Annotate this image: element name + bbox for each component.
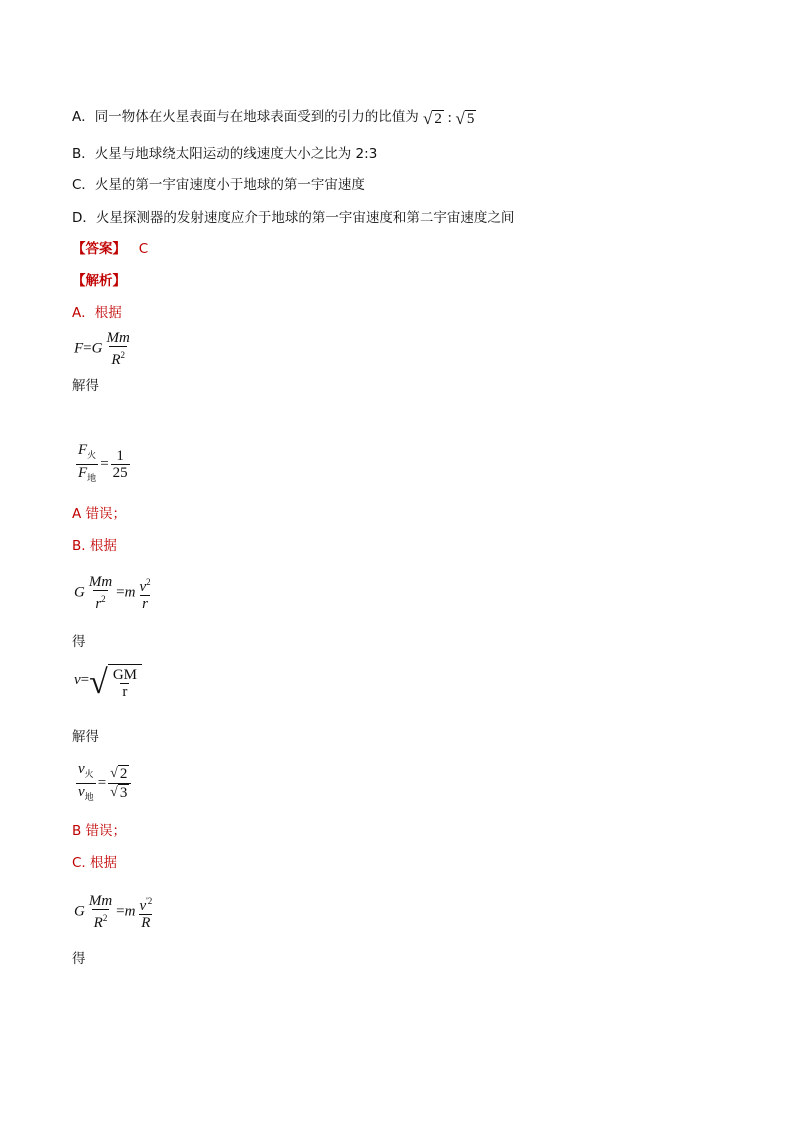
option-a-ratio	[423, 110, 476, 126]
analysis-b-intro: B. 根据	[72, 538, 117, 554]
formula-gravity: F=G $\frac{Mm}{R^2}$	[74, 330, 130, 368]
formula-first-cosmic: G $\frac{Mm}{R^2}$ =m $\frac{v^{'2}}{R}$	[74, 893, 153, 931]
formula-velocity-ratio: $\frac{v_火}{v_地}$ = √ 2 √ 3	[74, 761, 133, 806]
sqrt-2: √ 2	[423, 108, 442, 128]
formula-centripetal: G $\frac{Mm}{r^2}$ =m $\frac{v^2}{r}$	[74, 574, 151, 612]
formula-velocity: v= √ $\frac{GM}{r}$	[74, 664, 142, 702]
solve-2: 解得	[72, 729, 99, 745]
analysis-a-intro: A．根据	[72, 305, 122, 321]
a-wrong: A 错误；	[72, 506, 127, 522]
option-a	[72, 108, 476, 127]
analysis-c-intro: C. 根据	[72, 855, 118, 871]
formula-force-ratio: $\frac{F_火}{F_地}$ = $\frac{1}{25}$	[74, 442, 132, 487]
option-c: C．火星的第一宇宙速度小于地球的第一宇宙速度	[72, 177, 365, 193]
solve-1: 解得	[72, 378, 99, 394]
answer-line	[72, 240, 148, 258]
de-1: 得	[72, 634, 86, 650]
answer-label: 【答案】	[72, 241, 126, 257]
answer-value: C	[138, 241, 149, 257]
sqrt-5: √ 5	[455, 108, 475, 128]
option-b: B．火星与地球绕太阳运动的线速度大小之比为 2:3	[72, 146, 378, 162]
option-d: D．火星探测器的发射速度应介于地球的第一宇宙速度和第二宇宙速度之间	[72, 210, 515, 226]
b-wrong: B 错误；	[72, 823, 127, 839]
ratio-colon: :	[447, 110, 452, 126]
option-a-text: A．同一物体在火星表面与在地球表面受到的引力的比值为	[72, 109, 419, 125]
analysis-label: 【解析】	[72, 273, 126, 289]
de-2: 得	[72, 951, 86, 967]
